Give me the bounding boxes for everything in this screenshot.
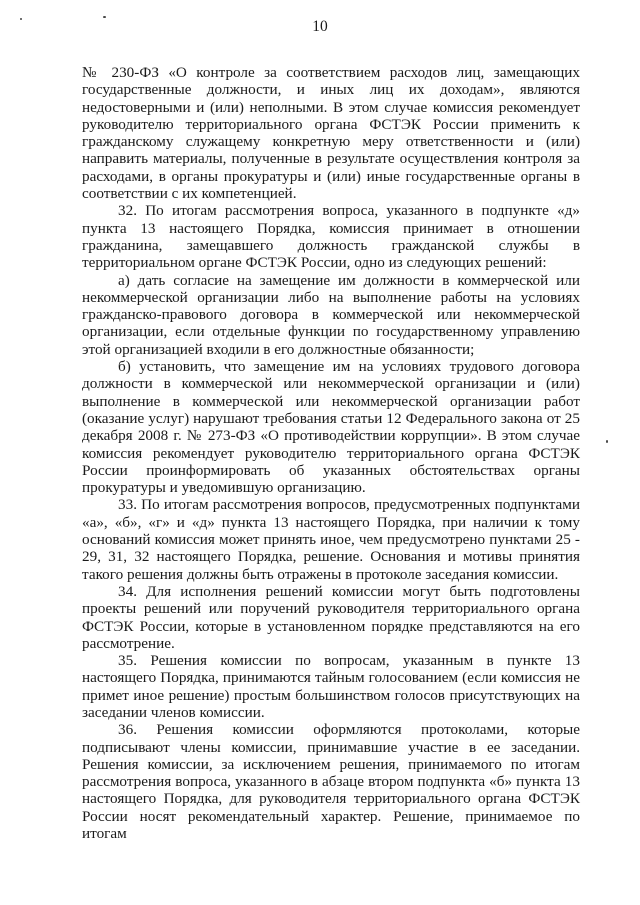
- scan-speck: [606, 440, 608, 443]
- paragraph-32: 32. По итогам рассмотрения вопроса, указанного в подпункте «д» пункта 13 настоящего Порядка, комиссия принимает в отношении гражданина, замещавшего должность гражданской службы в территориальном органе ФСТЭК России, одно из следующих решений:: [82, 202, 580, 272]
- paragraph-33: 33. По итогам рассмотрения вопросов, предусмотренных подпунктами «а», «б», «г» и «д» пункта 13 настоящего Порядка, при наличии к тому оснований комиссия может принять иное, чем предусмотрено пунктами 25 - 29, 31, 32 настоящего Порядка, решение. Основания и мотивы принятия такого решения должны быть отражены в протоколе заседания комиссии.: [82, 496, 580, 583]
- paragraph-32-a: а) дать согласие на замещение им должности в коммерческой или некоммерческой организации либо на выполнение работы на условиях гражданско-правового договора в коммерческой или некоммерческой организации, если отдельные функции по государственному управлению этой организацией входили в его должностные обязанности;: [82, 271, 580, 358]
- paragraph-36: 36. Решения комиссии оформляются протоколами, которые подписывают члены комиссии, принимавшие участие в ее заседании. Решения комиссии, за исключением решения, принимаемого по итогам рассмотрения вопроса, указанного в абзаце втором подпункта «б» пункта 13 настоящего Порядка, для руководителя территориального органа ФСТЭК России носят рекомендательный характер. Решение, принимаемое по итогам: [82, 721, 580, 843]
- paragraph-continuation: № 230-ФЗ «О контроле за соответствием расходов лиц, замещающих государственные должности, и иных лиц их доходам», являются недостоверными и (или) неполными. В этом случае комиссия рекомендует руководителю территориального органа ФСТЭК России применить к гражданскому служащему конкретную меру ответственности и (или) направить материалы, полученные в результате осуществления контроля за расходами, в органы прокуратуры и (или) иные государственные органы в соответствии с их компетенцией.: [82, 64, 580, 203]
- page-number: 10: [312, 18, 328, 35]
- paragraph-32-b: б) установить, что замещение им на условиях трудового договора должности в коммерческой или некоммерческой организации и (или) выполнение в коммерческой или некоммерческой организации работ (оказание услуг) нарушают требования статьи 12 Федерального закона от 25 декабря 2008 г. № 273-ФЗ «О противодействии коррупции». В этом случае комиссия рекомендует руководителю территориального органа ФСТЭК России проинформировать об указанных обстоятельствах органы прокуратуры и уведомившую организацию.: [82, 358, 580, 497]
- document-body: [82, 64, 580, 842]
- paragraph-34: 34. Для исполнения решений комиссии могут быть подготовлены проекты решений или поручений руководителя территориального органа ФСТЭК России, которые в установленном порядке представляются на его рассмотрение.: [82, 582, 580, 652]
- paragraph-35: 35. Решения комиссии по вопросам, указанным в пункте 13 настоящего Порядка, принимаются тайным голосованием (если комиссия не примет иное решение) простым большинством голосов присутствующих на заседании членов комиссии.: [82, 652, 580, 721]
- scan-speck: [103, 16, 106, 18]
- scan-speck: [20, 18, 22, 20]
